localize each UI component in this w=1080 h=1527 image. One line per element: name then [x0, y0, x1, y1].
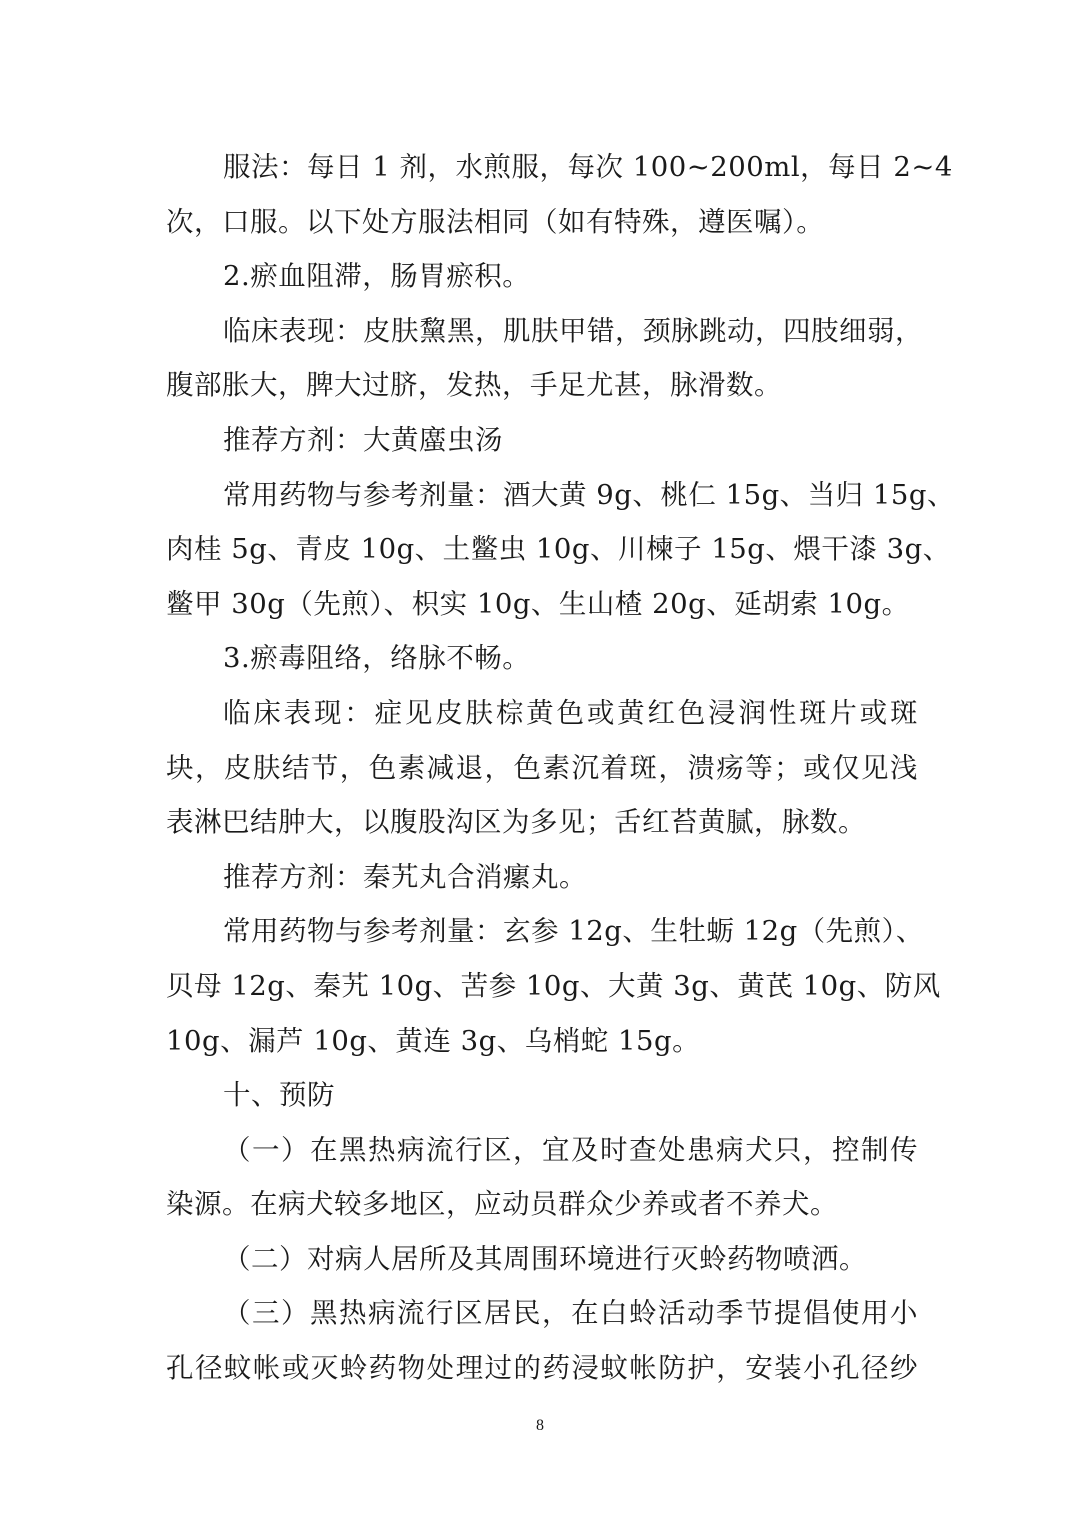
text-line: 鳖甲 30g（先煎）、枳实 10g、生山楂 20g、延胡索 10g。	[166, 587, 910, 620]
text-line: 服法：每日 1 剂，水煎服，每次 100~200ml，每日 2~4	[223, 151, 953, 183]
text-line: 10g、漏芦 10g、黄连 3g、乌梢蛇 15g。	[166, 1024, 701, 1057]
text-line: 常用药物与参考剂量：酒大黄 9g、桃仁 15g、当归 15g、	[223, 478, 956, 511]
page-number: 8	[536, 1417, 544, 1434]
section-heading: 十、预防	[223, 1079, 335, 1112]
text-line: 临床表现：症见皮肤棕黄色或黄红色浸润性斑片或斑	[223, 696, 918, 729]
text-line: 染源。在病犬较多地区，应动员群众少养或者不养犬。	[166, 1188, 838, 1221]
text-line: 常用药物与参考剂量：玄参 12g、生牡蛎 12g（先煎）、	[223, 915, 924, 948]
text-line: 肉桂 5g、青皮 10g、土鳖虫 10g、川楝子 15g、煨干漆 3g、	[166, 533, 951, 566]
document-body	[166, 140, 956, 1396]
text-line: 临床表现：皮肤黧黑，肌肤甲错，颈脉跳动，四肢细弱，	[223, 314, 923, 347]
text-line: 推荐方剂：秦艽丸合消瘰丸。	[223, 860, 587, 893]
text-line: 腹部胀大，脾大过脐，发热，手足尤甚，脉滑数。	[166, 369, 782, 402]
text-line: 贝母 12g、秦艽 10g、苦参 10g、大黄 3g、黄芪 10g、防风	[166, 969, 941, 1002]
text-line: 块，皮肤结节，色素减退，色素沉着斑，溃疡等；或仅见浅	[166, 751, 918, 784]
text-line: 推荐方剂：大黄䗪虫汤	[223, 423, 503, 456]
text-line: （一）在黑热病流行区，宜及时查处患病犬只，控制传	[223, 1133, 918, 1166]
text-line: 次，口服。以下处方服法相同（如有特殊，遵医嘱）。	[166, 205, 825, 238]
text-line: 孔径蚊帐或灭蛉药物处理过的药浸蚊帐防护，安装小孔径纱	[166, 1352, 918, 1385]
section-heading: 3.瘀毒阻络，络脉不畅。	[223, 642, 531, 675]
section-heading: 2.瘀血阻滞，肠胃瘀积。	[223, 260, 531, 293]
text-line: （二）对病人居所及其周围环境进行灭蛉药物喷洒。	[223, 1242, 867, 1275]
text-line: （三）黑热病流行区居民，在白蛉活动季节提倡使用小	[223, 1297, 918, 1330]
text-line: 表淋巴结肿大，以腹股沟区为多见；舌红苔黄腻，脉数。	[166, 806, 866, 839]
